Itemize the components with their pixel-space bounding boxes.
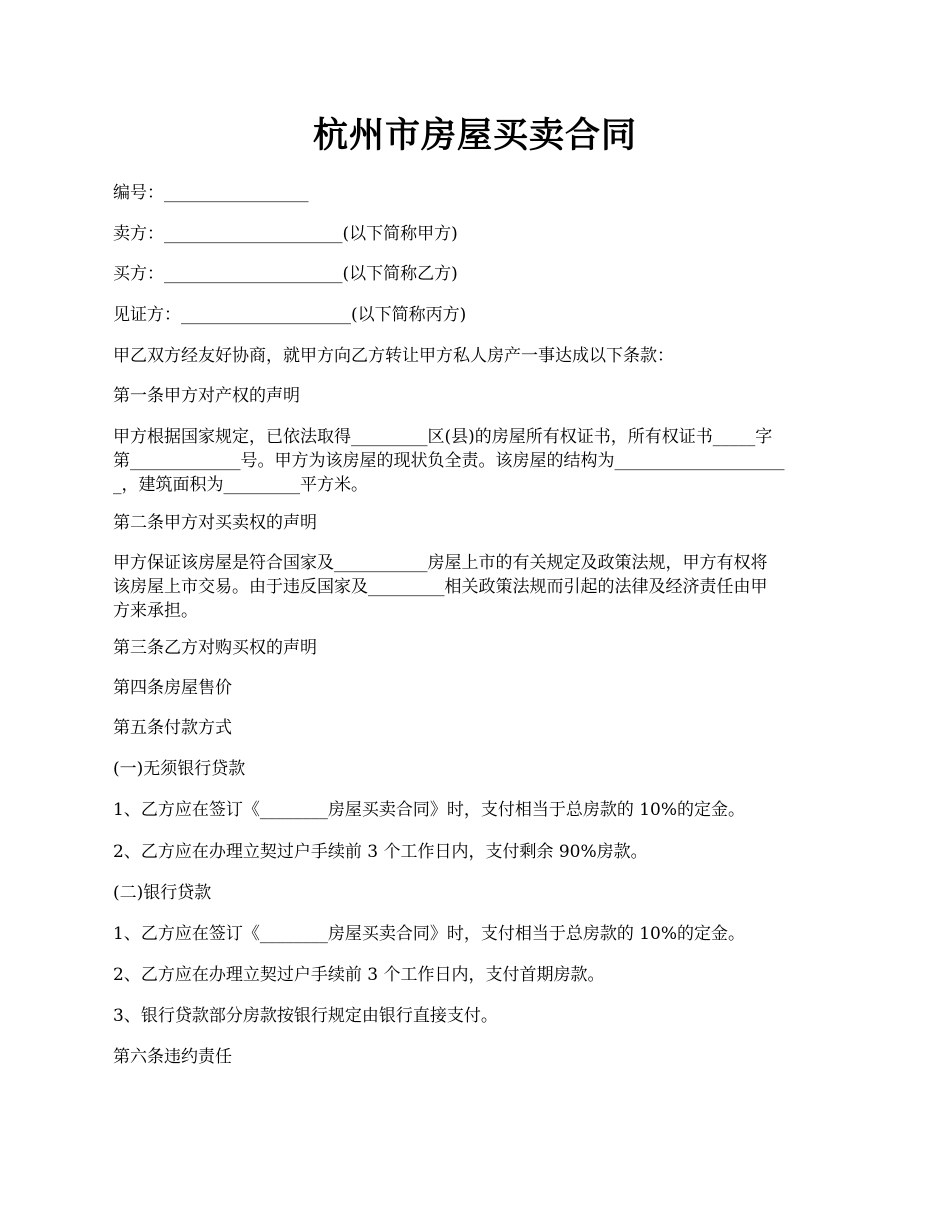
article-2-heading: 第二条甲方对买卖权的声明 xyxy=(113,513,317,533)
witness-line: 见证方：____________________(以下简称丙方) xyxy=(113,305,467,325)
loan-item-2: 2、乙方应在办理立契过户手续前 3 个工作日内，支付首期房款。 xyxy=(113,965,605,985)
article-4-heading: 第四条房屋售价 xyxy=(113,678,232,698)
article-1-heading: 第一条甲方对产权的声明 xyxy=(113,386,300,406)
no-loan-item-1: 1、乙方应在签订《________房屋买卖合同》时，支付相当于总房款的 10%的定金。 xyxy=(113,800,746,820)
article-1-body-line: 甲方根据国家规定，已依法取得_________区(县)的房屋所有权证书，所有权证书_____字 xyxy=(113,427,773,447)
seller-line: 卖方：_____________________(以下简称甲方) xyxy=(113,224,458,244)
loan-item-1: 1、乙方应在签订《________房屋买卖合同》时，支付相当于总房款的 10%的定金。 xyxy=(113,924,746,944)
document-title: 杭州市房屋买卖合同 xyxy=(312,115,637,156)
no-loan-item-2: 2、乙方应在办理立契过户手续前 3 个工作日内，支付剩余 90%房款。 xyxy=(113,842,648,862)
buyer-line: 买方：_____________________(以下简称乙方) xyxy=(113,264,458,284)
article-3-heading: 第三条乙方对购买权的声明 xyxy=(113,638,317,658)
article-5-heading: 第五条付款方式 xyxy=(113,718,232,738)
article-2-body xyxy=(113,551,843,623)
contract-number-line: 编号：_________________ xyxy=(113,183,309,203)
article-1-body-line: 第_____________号。甲方为该房屋的现状负全责。该房屋的结构为____________________ xyxy=(113,451,785,471)
article-2-body-line: 该房屋上市交易。由于违反国家及_________相关政策法规而引起的法律及经济责任由甲 xyxy=(113,577,768,597)
article-1-body-line: _，建筑面积为_________平方米。 xyxy=(113,475,368,495)
loan-item-3: 3、银行贷款部分房款按银行规定由银行直接支付。 xyxy=(113,1006,498,1026)
intro-paragraph: 甲乙双方经友好协商，就甲方向乙方转让甲方私人房产一事达成以下条款： xyxy=(113,346,674,366)
loan-subheading: (二)银行贷款 xyxy=(113,883,212,903)
no-loan-subheading: (一)无须银行贷款 xyxy=(113,759,246,779)
article-2-body-line: 方来承担。 xyxy=(113,601,198,621)
article-1-body xyxy=(113,425,843,497)
article-6-heading: 第六条违约责任 xyxy=(113,1047,232,1067)
article-2-body-line: 甲方保证该房屋是符合国家及___________房屋上市的有关规定及政策法规，甲方有权将 xyxy=(113,553,768,573)
